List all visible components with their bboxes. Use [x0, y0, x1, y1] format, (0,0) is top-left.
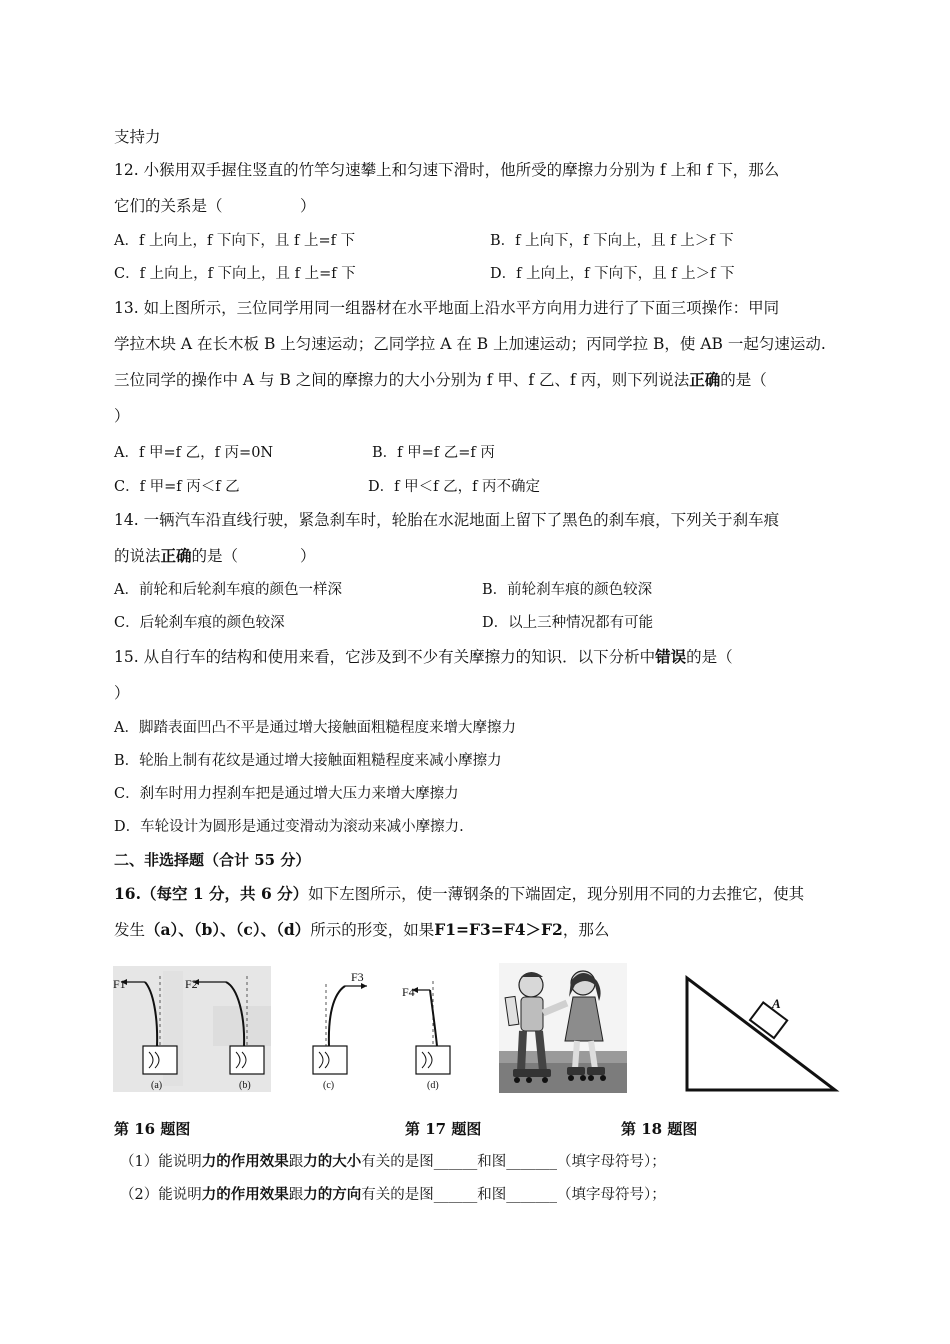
label-c: (c)	[323, 1080, 335, 1091]
q12-option-a: A．f 上向上，f 下向下，且 f 上=f 下	[114, 233, 356, 249]
question-15-stem: 15. 从自行车的结构和使用来看，它涉及到不少有关摩擦力的知识．以下分析中错误的是（	[114, 647, 733, 666]
figure-17-skaters	[499, 963, 627, 1093]
q15-option-a: A．脚踏表面凹凸不平是通过增大接触面粗糙程度来增大摩擦力	[114, 720, 516, 736]
question-16-stem-cont: 发生（a）、（b）、（c）、（d）所示的形变，如果F1=F3=F4＞F2，那么	[114, 920, 610, 939]
section-heading: 二、非选择题（合计 55 分）	[114, 851, 311, 869]
q15-option-b: B．轮胎上制有花纹是通过增大接触面粗糙程度来减小摩擦力	[114, 753, 502, 769]
question-14-stem: 14. 一辆汽车沿直线行驶，紧急刹车时，轮胎在水泥地面上留下了黑色的刹车痕，下列关于刹车痕	[114, 511, 780, 529]
question-16-part-2: （2）能说明力的作用效果跟力的方向有关的是图______和图_______（填字母符号）；	[120, 1186, 666, 1203]
force-label-f2: F2	[185, 977, 198, 991]
q14-option-d: D．以上三种情况都有可能	[482, 615, 654, 631]
q13-option-d: D．f 甲＜f 乙，f 丙不确定	[368, 479, 541, 495]
block-a-label: A	[772, 996, 781, 1011]
strip-c	[313, 983, 367, 1074]
q13-option-a: A．f 甲=f 乙，f 丙=0N	[114, 445, 274, 461]
figure-16-steel-strips	[113, 966, 478, 1096]
text-line: 支持力	[114, 128, 161, 146]
question-16-stem: 16.（每空 1 分，共 6 分）如下左图所示，使一薄钢条的下端固定，现分别用不同的力去推它，使其	[114, 884, 805, 903]
question-13-stem-cont2: 三位同学的操作中 A 与 B 之间的摩擦力的大小分别为 f 甲、f 乙、f 丙，则下列说法正确的是（	[114, 370, 767, 389]
q13-option-c: C．f 甲=f 丙＜f 乙	[114, 479, 240, 495]
q14-option-b: B．前轮刹车痕的颜色较深	[482, 582, 653, 598]
question-13-stem-cont: 学拉木块 A 在长木板 B 上匀速运动；乙同学拉 A 在 B 上加速运动；丙同学拉 B，使 AB 一起匀速运动.	[114, 335, 826, 353]
q12-option-b: B．f 上向下，f 下向上，且 f 上＞f 下	[490, 233, 734, 249]
question-14-stem-cont: 的说法正确的是（ ）	[114, 546, 316, 565]
q14-option-a: A．前轮和后轮刹车痕的颜色一样深	[114, 582, 342, 598]
q14-option-c: C．后轮刹车痕的颜色较深	[114, 615, 285, 631]
question-13-stem-close: ）	[114, 407, 130, 425]
q15-option-d: D．车轮设计为圆形是通过变滑动为滚动来减小摩擦力.	[114, 819, 464, 835]
question-12-stem: 12. 小猴用双手握住竖直的竹竿匀速攀上和匀速下滑时，他所受的摩擦力分别为 f 上和 f 下，那么	[114, 161, 780, 179]
force-label-f1: F1	[113, 977, 126, 991]
question-16-part-1: （1）能说明力的作用效果跟力的大小有关的是图______和图_______（填字母符号）；	[120, 1153, 666, 1170]
caption-figure-16: 第 16 题图	[114, 1120, 191, 1138]
label-d: (d)	[427, 1080, 439, 1091]
q15-option-c: C．刹车时用力捏刹车把是通过增大压力来增大摩擦力	[114, 786, 459, 802]
question-15-stem-close: ）	[114, 684, 130, 702]
force-label-f3: F3	[351, 970, 364, 984]
strip-d	[412, 981, 450, 1074]
caption-figure-18: 第 18 题图	[621, 1120, 698, 1138]
caption-figure-17: 第 17 题图	[405, 1120, 482, 1138]
question-13-stem: 13. 如上图所示，三位同学用同一组器材在水平地面上沿水平方向用力进行了下面三项操作：甲同	[114, 299, 780, 317]
label-a: (a)	[151, 1080, 163, 1091]
question-12-stem-cont: 它们的关系是（ ）	[114, 197, 316, 215]
incline-triangle	[687, 978, 835, 1090]
q12-option-c: C．f 上向上，f 下向上，且 f 上=f 下	[114, 266, 356, 282]
q12-option-d: D．f 上向上，f 下向下，且 f 上＞f 下	[490, 266, 735, 282]
label-b: (b)	[239, 1080, 251, 1091]
figure-18-incline	[680, 970, 840, 1095]
q13-option-b: B．f 甲=f 乙=f 丙	[372, 445, 495, 461]
force-label-f4: F4	[402, 985, 415, 999]
